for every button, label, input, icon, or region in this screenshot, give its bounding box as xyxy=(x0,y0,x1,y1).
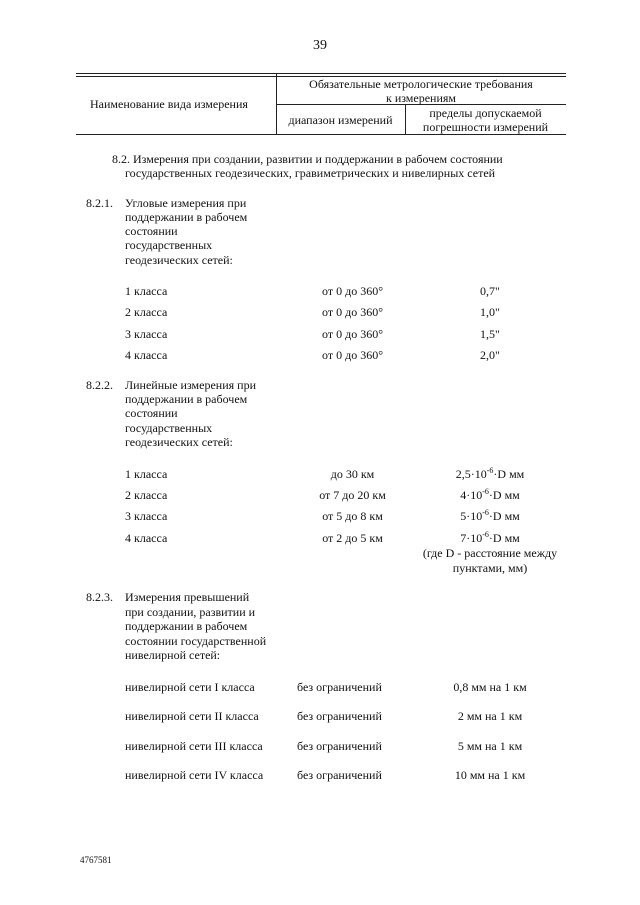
row-range: от 0 до 360° xyxy=(322,284,383,298)
subsection-title-line: поддержании в рабочем xyxy=(125,392,248,406)
row-tolerance: 1,5" xyxy=(480,327,500,341)
subsection-title-line: геодезических сетей: xyxy=(125,435,233,449)
row-tolerance: $4\cdot 10^{-6}\cdot D$ мм xyxy=(460,487,520,502)
row-name: 1 класса xyxy=(125,284,168,298)
row-range: от 2 до 5 км xyxy=(322,531,383,545)
header-top-rule xyxy=(76,73,566,74)
subsection-title-line: государственных xyxy=(125,238,213,252)
subsection-title-line: поддержании в рабочем xyxy=(125,210,248,224)
row-name: 3 класса xyxy=(125,327,168,341)
header-range: диапазон измерений xyxy=(288,113,393,127)
header-measurement-name: Наименование вида измерения xyxy=(90,97,248,111)
row-range: без ограничений xyxy=(297,768,382,782)
row-name: 1 класса xyxy=(125,467,168,481)
section-heading-line1: 8.2. Измерения при создании, развитии и поддержании в рабочем состоянии xyxy=(112,152,503,166)
row-range: без ограничений xyxy=(297,709,382,723)
subsection-title-line: при создании, развитии и xyxy=(125,605,256,619)
row-name: нивелирной сети II класса xyxy=(125,709,259,723)
row-tolerance: 2,0" xyxy=(480,348,500,362)
row-name: 4 класса xyxy=(125,348,168,362)
row-range: от 7 до 20 км xyxy=(319,488,386,502)
page-number: 39 xyxy=(313,38,327,53)
row-range: от 0 до 360° xyxy=(322,348,383,362)
row-tolerance: 5 мм на 1 км xyxy=(457,739,523,753)
subsection-title-line: поддержании в рабочем xyxy=(125,619,248,633)
row-range: без ограничений xyxy=(297,739,382,753)
row-range: от 0 до 360° xyxy=(322,305,383,319)
row-tolerance: $2,5\cdot 10^{-6}\cdot D$ мм xyxy=(455,466,525,481)
section-heading-line2: государственных геодезических, гравиметрических и нивелирных сетей xyxy=(125,166,496,180)
document-code: 4767581 xyxy=(80,855,112,865)
subsection-title-line: состоянии государственной xyxy=(125,634,267,648)
subsection-number: 8.2.1. xyxy=(86,196,113,210)
subsection-title-line: нивелирной сетей: xyxy=(125,648,221,662)
row-name: нивелирной сети IV класса xyxy=(125,768,264,782)
row-tolerance: $5\cdot 10^{-6}\cdot D$ мм xyxy=(460,508,520,523)
subsection-title-line: геодезических сетей: xyxy=(125,253,233,267)
row-name: 2 класса xyxy=(125,305,168,319)
header-requirements-line1: Обязательные метрологические требования xyxy=(309,77,533,91)
subsection-title-line: состоянии xyxy=(125,224,178,238)
row-name: нивелирной сети III класса xyxy=(125,739,263,753)
row-range: от 5 до 8 км xyxy=(322,509,383,523)
row-tolerance: 1,0" xyxy=(480,305,500,319)
row-tolerance: 0,8 мм на 1 км xyxy=(453,680,527,694)
header-tolerance-line1: пределы допускаемой xyxy=(429,106,542,120)
row-name: 2 класса xyxy=(125,488,168,502)
distance-note-line1: (где D - расстояние между xyxy=(422,546,558,560)
row-tolerance: 10 мм на 1 км xyxy=(454,768,526,782)
distance-note-line2: пунктами, мм) xyxy=(452,561,528,575)
row-name: 4 класса xyxy=(125,531,168,545)
subsection-title-line: состоянии xyxy=(125,406,178,420)
row-tolerance: 2 мм на 1 км xyxy=(457,709,523,723)
subsection-number: 8.2.3. xyxy=(86,590,113,604)
subsection-title-line: Линейные измерения при xyxy=(125,378,256,392)
row-name: нивелирной сети I класса xyxy=(125,680,255,694)
subsection-title-line: Измерения превышений xyxy=(125,590,250,604)
row-tolerance: 0,7" xyxy=(480,284,500,298)
row-range: от 0 до 360° xyxy=(322,327,383,341)
subsection-title-line: государственных xyxy=(125,421,213,435)
row-name: 3 класса xyxy=(125,509,168,523)
subsection-title-line: Угловые измерения при xyxy=(125,196,247,210)
subsection-number: 8.2.2. xyxy=(86,378,113,392)
header-requirements-line2: к измерениям xyxy=(385,91,457,105)
row-range: без ограничений xyxy=(297,680,382,694)
header-tolerance-line2: погрешности измерений xyxy=(422,120,549,134)
row-range: до 30 км xyxy=(330,467,375,481)
row-tolerance: $7\cdot 10^{-6}\cdot D$ мм xyxy=(460,530,520,545)
